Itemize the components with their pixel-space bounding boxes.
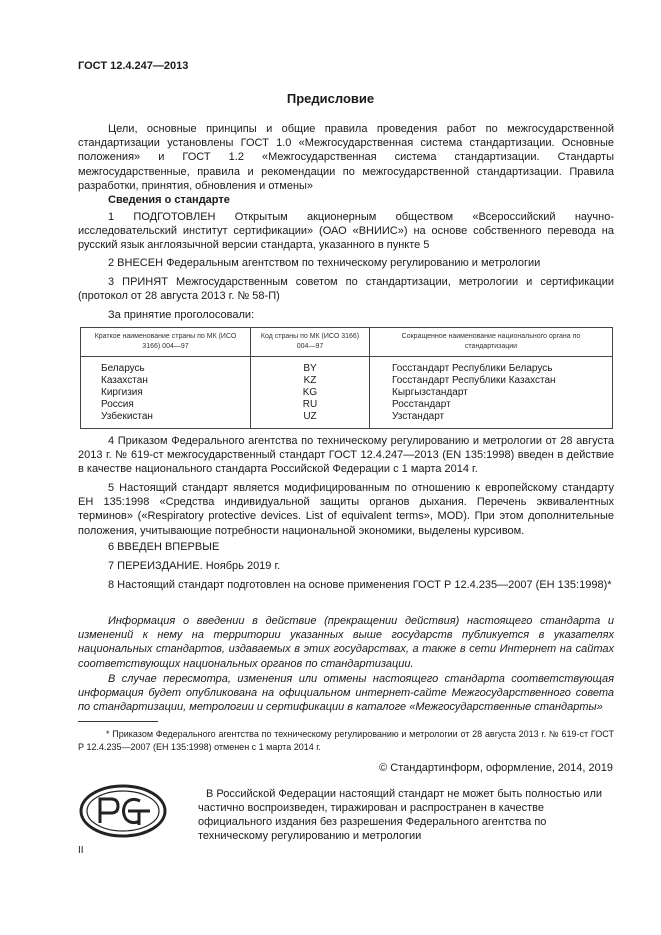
code-cell: BY [251, 357, 370, 376]
item-1: 1 ПОДГОТОВЛЕН Открытым акционерным обществом «Всероссийский научно-исследовательский институт сертификации» (ОАО «ВНИИС») на основе собственного перевода на русский язык англоязычной версии стандарта, указанного в пункте 5 [78, 211, 614, 252]
table-header-row [81, 328, 613, 357]
footnote: * Приказом Федерального агентства по техническому регулированию и метрологии от 28 августа 2013 г. № 619-ст ГОСТ Р 12.4.235—2007 (ЕН 135:1998) отменен с 1 марта 2014 г. [78, 729, 614, 752]
voting-table [80, 327, 613, 429]
info-paragraph-1: Информация о введении в действие (прекращении действия) настоящего стандарта и изменений к нему на территории указанных выше государств публикуется в указателях национальных стандартов, издаваемых в этих государствах, а также в сети Интернет на сайтах соответствующих национальных органов по стандартизации. [78, 615, 614, 670]
item-4: 4 Приказом Федерального агентства по техническому регулированию и метрологии от 28 августа 2013 г. № 619-ст межгосударственный стандарт ГОСТ 12.4.247—2013 (EN 135:1998) введен в действие в качестве национального стандарта Российской Федерации с 1 марта 2014 г. [78, 435, 614, 476]
table-row [81, 375, 613, 387]
page-number: II [78, 845, 84, 856]
code-cell: KZ [251, 375, 370, 387]
body-cell: Кыргызстандарт [370, 387, 613, 399]
info-paragraph-2: В случае пересмотра, изменения или отмены настоящего стандарта соответствующая информация будет опубликована на официальном интернет-сайте Межгосударственного совета по стандартизации, метрологии и сертификации в каталоге «Межгосударственные стандарты» [78, 673, 614, 714]
country-cell: Беларусь [81, 357, 251, 376]
rst-logo-icon [78, 783, 168, 839]
item-3: 3 ПРИНЯТ Межгосударственным советом по стандартизации, метрологии и сертификации (протокол от 28 августа 2013 г. № 58-П) [78, 276, 614, 303]
voted-label: За принятие проголосовали: [108, 309, 255, 321]
footnote-divider [78, 721, 158, 722]
item-2: 2 ВНЕСЕН Федеральным агентством по техническому регулированию и метрологии [108, 257, 541, 269]
table-row [81, 387, 613, 399]
column-header-code: Код страны по МК (ИСО 3166) 004—97 [251, 328, 370, 357]
code-cell: KG [251, 387, 370, 399]
column-header-country: Краткое наименование страны по МК (ИСО 3166) 004—97 [81, 328, 251, 357]
body-cell: Росстандарт [370, 399, 613, 411]
table-row [81, 411, 613, 429]
copyright-notice: © Стандартинформ, оформление, 2014, 2019 [379, 762, 613, 774]
country-cell: Киргизия [81, 387, 251, 399]
item-7: 7 ПЕРЕИЗДАНИЕ. Ноябрь 2019 г. [108, 560, 281, 572]
country-cell: Казахстан [81, 375, 251, 387]
body-cell: Узстандарт [370, 411, 613, 429]
section-heading: Сведения о стандарте [108, 194, 230, 206]
body-cell: Госстандарт Республики Казахстан [370, 375, 613, 387]
country-cell: Россия [81, 399, 251, 411]
item-8: 8 Настоящий стандарт подготовлен на основе применения ГОСТ Р 12.4.235—2007 (ЕН 135:1998)* [108, 579, 612, 591]
code-cell: UZ [251, 411, 370, 429]
body-cell: Госстандарт Республики Беларусь [370, 357, 613, 376]
rights-notice: В Российской Федерации настоящий стандарт не может быть полностью или частично воспроизведен, тиражирован и распространен в качестве официального издания без разрешения Федерального агентства по техническому регулированию и метрологии [198, 788, 603, 842]
table-row [81, 357, 613, 376]
column-header-body: Сокращенное наименование национального органа по стандартизации [370, 328, 613, 357]
table-row [81, 399, 613, 411]
item-6: 6 ВВЕДЕН ВПЕРВЫЕ [108, 541, 220, 553]
code-cell: RU [251, 399, 370, 411]
country-cell: Узбекистан [81, 411, 251, 429]
item-5: 5 Настоящий стандарт является модифицированным по отношению к европейскому стандарту ЕН 135:1998 «Средства индивидуальной защиты органов дыхания. Перечень эквивалентных терминов» («Respiratory protective devices. List of equivalent terms», MOD). При этом дополнительные положения, учитывающие потребности национальной экономики, выделены курсивом. [78, 482, 614, 537]
intro-paragraph: Цели, основные принципы и общие правила проведения работ по межгосударственной стандартизации установлены ГОСТ 1.0 «Межгосударственная система стандартизации. Основные положения» и ГОСТ 1.2 «Межгосударственная система стандартизации. Стандарты межгосударственные, правила и рекомендации по межгосударственной стандартизации. Правила разработки, принятия, обновления и отмены» [78, 123, 614, 192]
document-code: ГОСТ 12.4.247—2013 [78, 60, 189, 72]
page-title: Предисловие [286, 91, 375, 106]
